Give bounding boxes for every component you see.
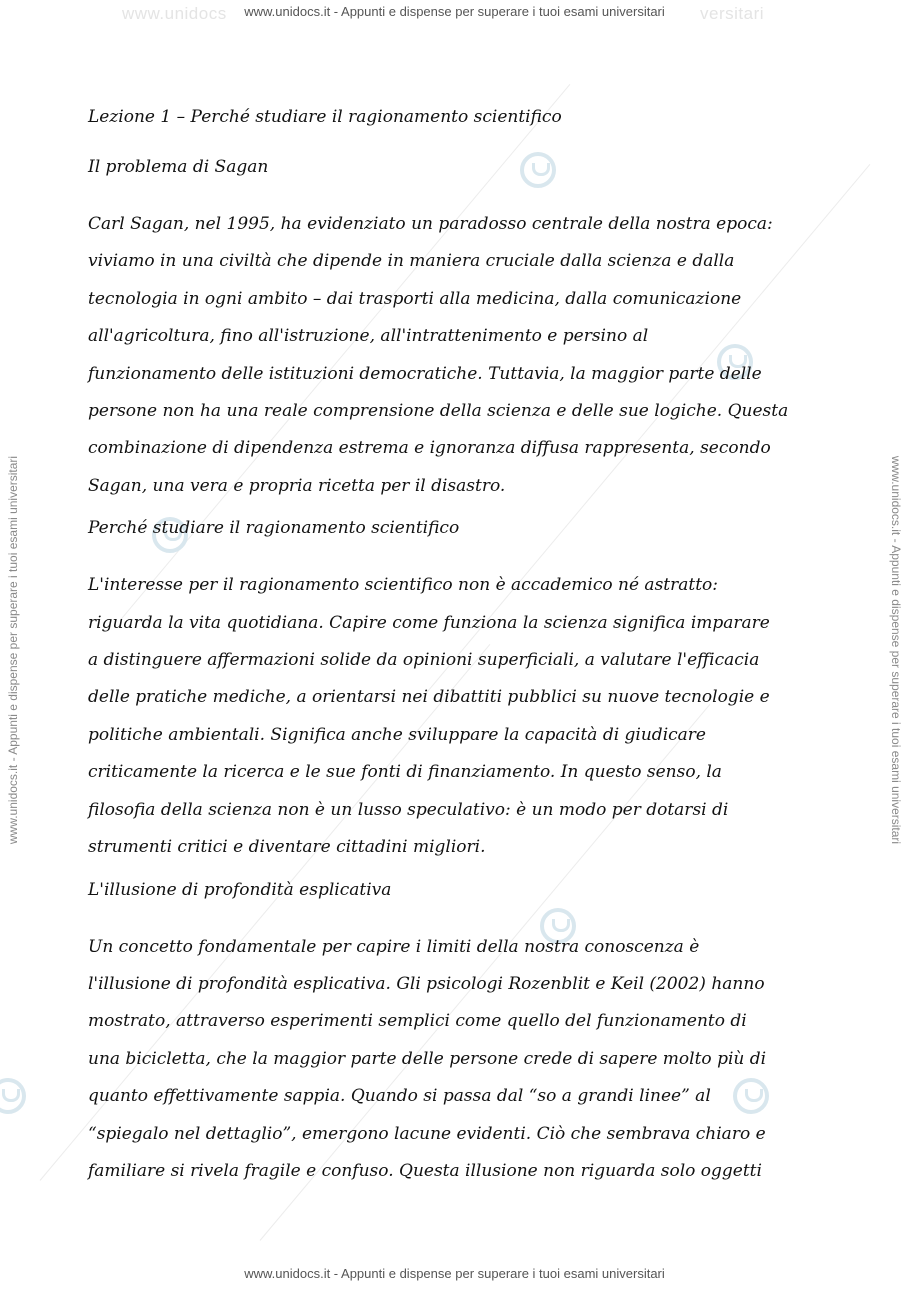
text-line: tecnologia in ogni ambito – dai trasporti alla medicina, dalla comunicazione [88,288,742,309]
paragraph-why [88,567,838,866]
text-line: Un concetto fondamentale per capire i limiti della nostra conoscenza è [88,936,700,957]
watermark-left: www.unidocs.it - Appunti e dispense per superare i tuoi esami universitari [6,455,20,845]
text-line: L'interesse per il ragionamento scientifico non è accademico né astratto: [88,575,719,596]
document-body [88,106,838,1202]
text-line: combinazione di dipendenza estrema e ignoranza diffusa rappresenta, secondo [88,438,771,459]
text-line: riguarda la vita quotidiana. Capire come funziona la scienza significa imparare [88,612,770,633]
paragraph-sagan [88,206,838,505]
text-line: “spiegalo nel dettaglio”, emergono lacune evidenti. Ciò che sembrava chiaro e [88,1123,766,1144]
text-line: l'illusione di profondità esplicativa. Gli psicologi Rozenblit e Keil (2002) hanno [88,973,765,994]
section-heading-sagan: Il problema di Sagan [88,157,269,177]
text-line: all'agricoltura, fino all'istruzione, all'intrattenimento e persino al [88,326,649,347]
text-line: viviamo in una civiltà che dipende in maniera cruciale dalla scienza e dalla [88,251,735,272]
paragraph-illusion [88,929,838,1191]
text-line: funzionamento delle istituzioni democratiche. Tuttavia, la maggior parte delle [88,363,762,384]
text-line: Sagan, una vera e propria ricetta per il disastro. [88,475,506,496]
document-title: Lezione 1 – Perché studiare il ragionamento scientifico [88,107,562,127]
watermark-ghost-text: www.unidocs [122,4,227,23]
watermark-ghost-text: versitari [700,4,765,23]
text-line: una bicicletta, che la maggior parte delle persone crede di sapere molto più di [88,1048,767,1069]
text-line: familiare si rivela fragile e confuso. Questa illusione non riguarda solo oggetti [88,1160,762,1181]
watermark-right: www.unidocs.it - Appunti e dispense per superare i tuoi esami universitari [889,455,903,845]
watermark-top: www.unidocs.it - Appunti e dispense per superare i tuoi esami universitari [244,4,665,19]
section-heading-illusion: L'illusione di profondità esplicativa [88,879,392,900]
text-line: filosofia della scienza non è un lusso speculativo: è un modo per dotarsi di [88,799,729,820]
text-line: mostrato, attraverso esperimenti semplici come quello del funzionamento di [88,1011,747,1032]
section-heading-why: Perché studiare il ragionamento scientifico [88,518,460,539]
text-line: strumenti critici e diventare cittadini migliori. [88,837,486,858]
text-line: persone non ha una reale comprensione della scienza e delle sue logiche. Questa [88,401,789,422]
text-line: criticamente la ricerca e le sue fonti di finanziamento. In questo senso, la [88,762,722,783]
text-line: quanto effettivamente sappia. Quando si passa dal “so a grandi linee” al [88,1086,711,1107]
text-line: Carl Sagan, nel 1995, ha evidenziato un paradosso centrale della nostra epoca: [88,214,773,234]
text-line: a distinguere affermazioni solide da opinioni superficiali, a valutare l'efficacia [88,650,760,671]
watermark-bottom: www.unidocs.it - Appunti e dispense per superare i tuoi esami universitari [244,1266,665,1281]
text-line: delle pratiche mediche, a orientarsi nei dibattiti pubblici su nuove tecnologie e [88,687,770,708]
text-line: politiche ambientali. Significa anche sviluppare la capacità di giudicare [88,724,706,745]
